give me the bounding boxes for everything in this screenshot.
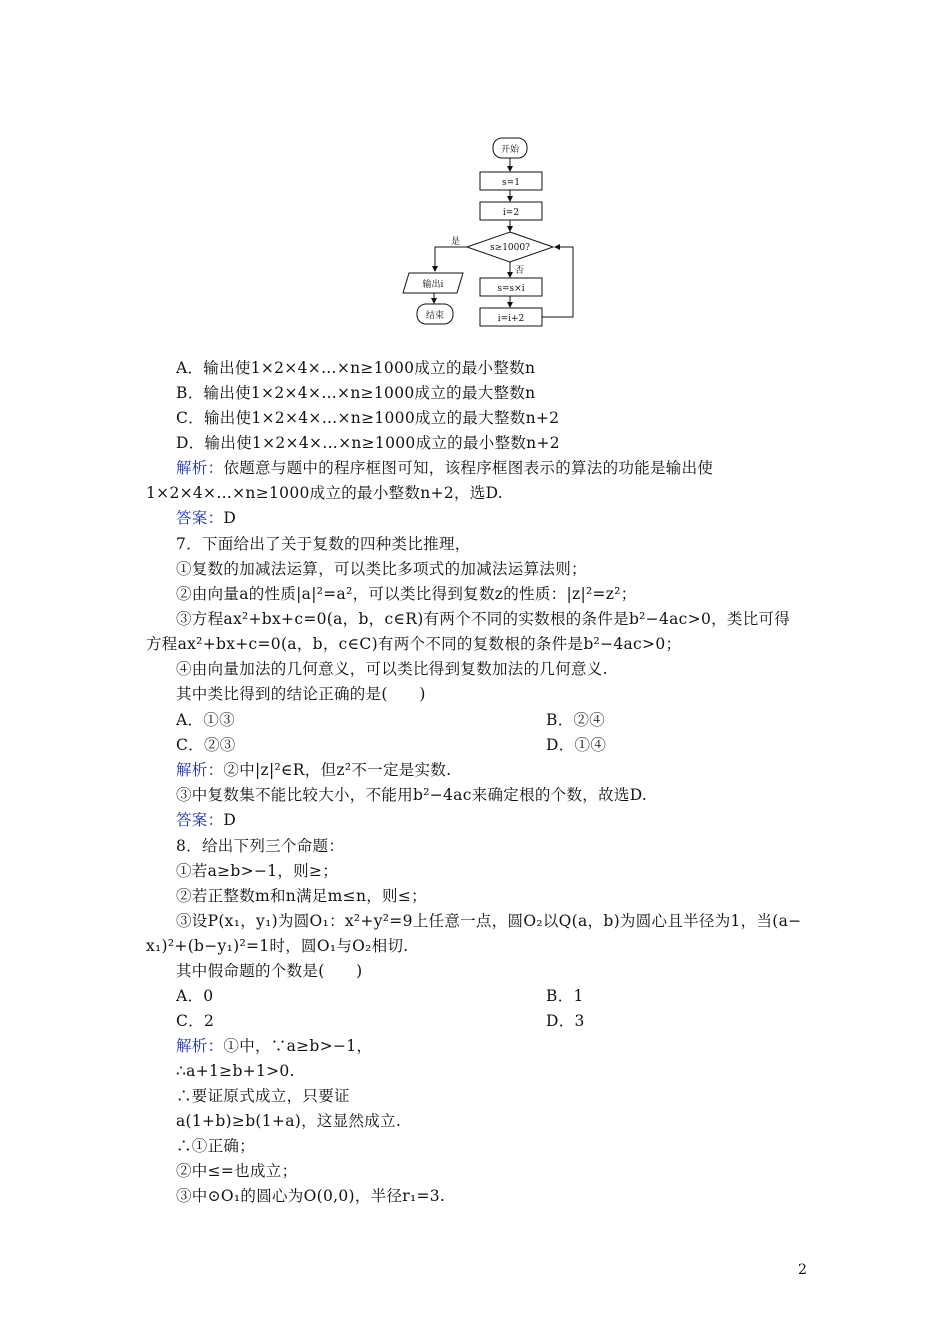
- q8-option-a: A．0: [176, 987, 214, 1005]
- flow-s-init-label: s=1: [502, 178, 520, 188]
- q7-analysis: [176, 760, 451, 780]
- q7-analysis-text: ②中|z|²∈R，但z²不一定是实数.: [223, 761, 452, 779]
- q8-item: ①若a≥b>−1，则≥；: [176, 862, 339, 880]
- q7-item: 方程ax²+bx+c=0(a，b，c∈C)有两个不同的复数根的条件是b²−4ac>0；: [146, 635, 682, 653]
- q8-analysis-label: 解析：: [176, 1037, 224, 1055]
- q6-answer-value: D: [223, 509, 237, 527]
- flow-condition-label: s≥1000?: [490, 243, 530, 253]
- q8-analysis-line: ③中⊙O₁的圆心为O(0,0)，半径r₁=3.: [176, 1187, 446, 1205]
- q8-question: 其中假命题的个数是( ): [176, 962, 363, 980]
- q6-analysis-text: 依题意与题中的程序框图可知，该程序框图表示的算法的功能是输出使: [223, 459, 714, 477]
- q8-analysis-line: ∴a+1≥b+1>0.: [176, 1062, 295, 1080]
- q6-analysis-label: 解析：: [176, 459, 224, 477]
- q8-analysis-text: ①中，∵a≥b>−1，: [223, 1037, 373, 1055]
- q8-analysis-line: ∴①正确；: [176, 1137, 256, 1155]
- q7-item: ③方程ax²+bx+c=0(a，b，c∈R)有两个不同的实数根的条件是b²−4ac>0，类比可得: [176, 610, 791, 628]
- q8-item: ②若正整数m和n满足m≤n，则≤；: [176, 887, 427, 905]
- q7-option-b: B．②④: [546, 711, 606, 729]
- q7-stem: 7．下面给出了关于复数的四种类比推理，: [176, 535, 471, 553]
- flowchart: [395, 134, 585, 344]
- q7-answer: [176, 810, 236, 830]
- q6-analysis: [176, 458, 713, 478]
- flow-update-i-label: i=i+2: [497, 314, 525, 324]
- flow-yes-label: 是: [451, 237, 461, 247]
- q7-option-c: C．②③: [176, 736, 236, 754]
- q7-option-a: A．①③: [176, 711, 235, 729]
- q7-question: 其中类比得到的结论正确的是( ): [176, 685, 426, 703]
- q8-item: x₁)²+(b−y₁)²=1时，圆O₁与O₂相切.: [146, 937, 409, 955]
- flow-i-init-label: i=2: [502, 208, 520, 218]
- flow-no-label: 否: [515, 266, 525, 276]
- q6-option-c: C．输出使1×2×4×…×n≥1000成立的最大整数n+2: [176, 409, 560, 427]
- q7-option-d: D．①④: [546, 736, 607, 754]
- q8-analysis-line: a(1+b)≥b(1+a)，这显然成立.: [176, 1112, 402, 1130]
- q7-analysis-cont: ③中复数集不能比较大小，不能用b²−4ac来确定根的个数，故选D.: [176, 786, 648, 804]
- q8-option-d: D．3: [546, 1012, 585, 1030]
- q6-option-a: A．输出使1×2×4×…×n≥1000成立的最小整数n: [176, 359, 536, 377]
- q8-analysis: [176, 1036, 372, 1056]
- q6-option-d: D．输出使1×2×4×…×n≥1000成立的最小整数n+2: [176, 434, 560, 452]
- q8-option-c: C．2: [176, 1012, 215, 1030]
- flow-start-label: 开始: [500, 145, 520, 155]
- q7-answer-value: D: [223, 811, 237, 829]
- q6-answer-label: 答案：: [176, 509, 224, 527]
- flow-update-s-label: s=s×i: [497, 284, 525, 294]
- q6-answer: [176, 508, 236, 528]
- q6-option-b: B．输出使1×2×4×…×n≥1000成立的最大整数n: [176, 384, 536, 402]
- q8-option-b: B．1: [546, 987, 584, 1005]
- q8-analysis-line: ∴要证原式成立，只要证: [176, 1087, 350, 1105]
- flow-output-label: 输出i: [422, 280, 444, 290]
- page-number: 2: [798, 1262, 807, 1278]
- flowchart-diagram: [395, 134, 585, 344]
- q6-analysis-cont: 1×2×4×…×n≥1000成立的最小整数n+2，选D.: [146, 484, 503, 502]
- q8-item: ③设P(x₁，y₁)为圆O₁：x²+y²=9上任意一点，圆O₂以Q(a，b)为圆心且半径为1，当(a−: [176, 912, 802, 930]
- q8-analysis-line: ②中≤=也成立；: [176, 1162, 298, 1180]
- q7-item: ④由向量加法的几何意义，可以类比得到复数加法的几何意义.: [176, 660, 608, 678]
- flow-end-label: 结束: [425, 311, 445, 321]
- q7-analysis-label: 解析：: [176, 761, 224, 779]
- q7-answer-label: 答案：: [176, 811, 224, 829]
- q7-item: ②由向量a的性质|a|²=a²，可以类比得到复数z的性质：|z|²=z²；: [176, 585, 637, 603]
- q8-stem: 8．给出下列三个命题：: [176, 837, 345, 855]
- q7-item: ①复数的加减法运算，可以类比多项式的加减法运算法则；: [176, 560, 587, 578]
